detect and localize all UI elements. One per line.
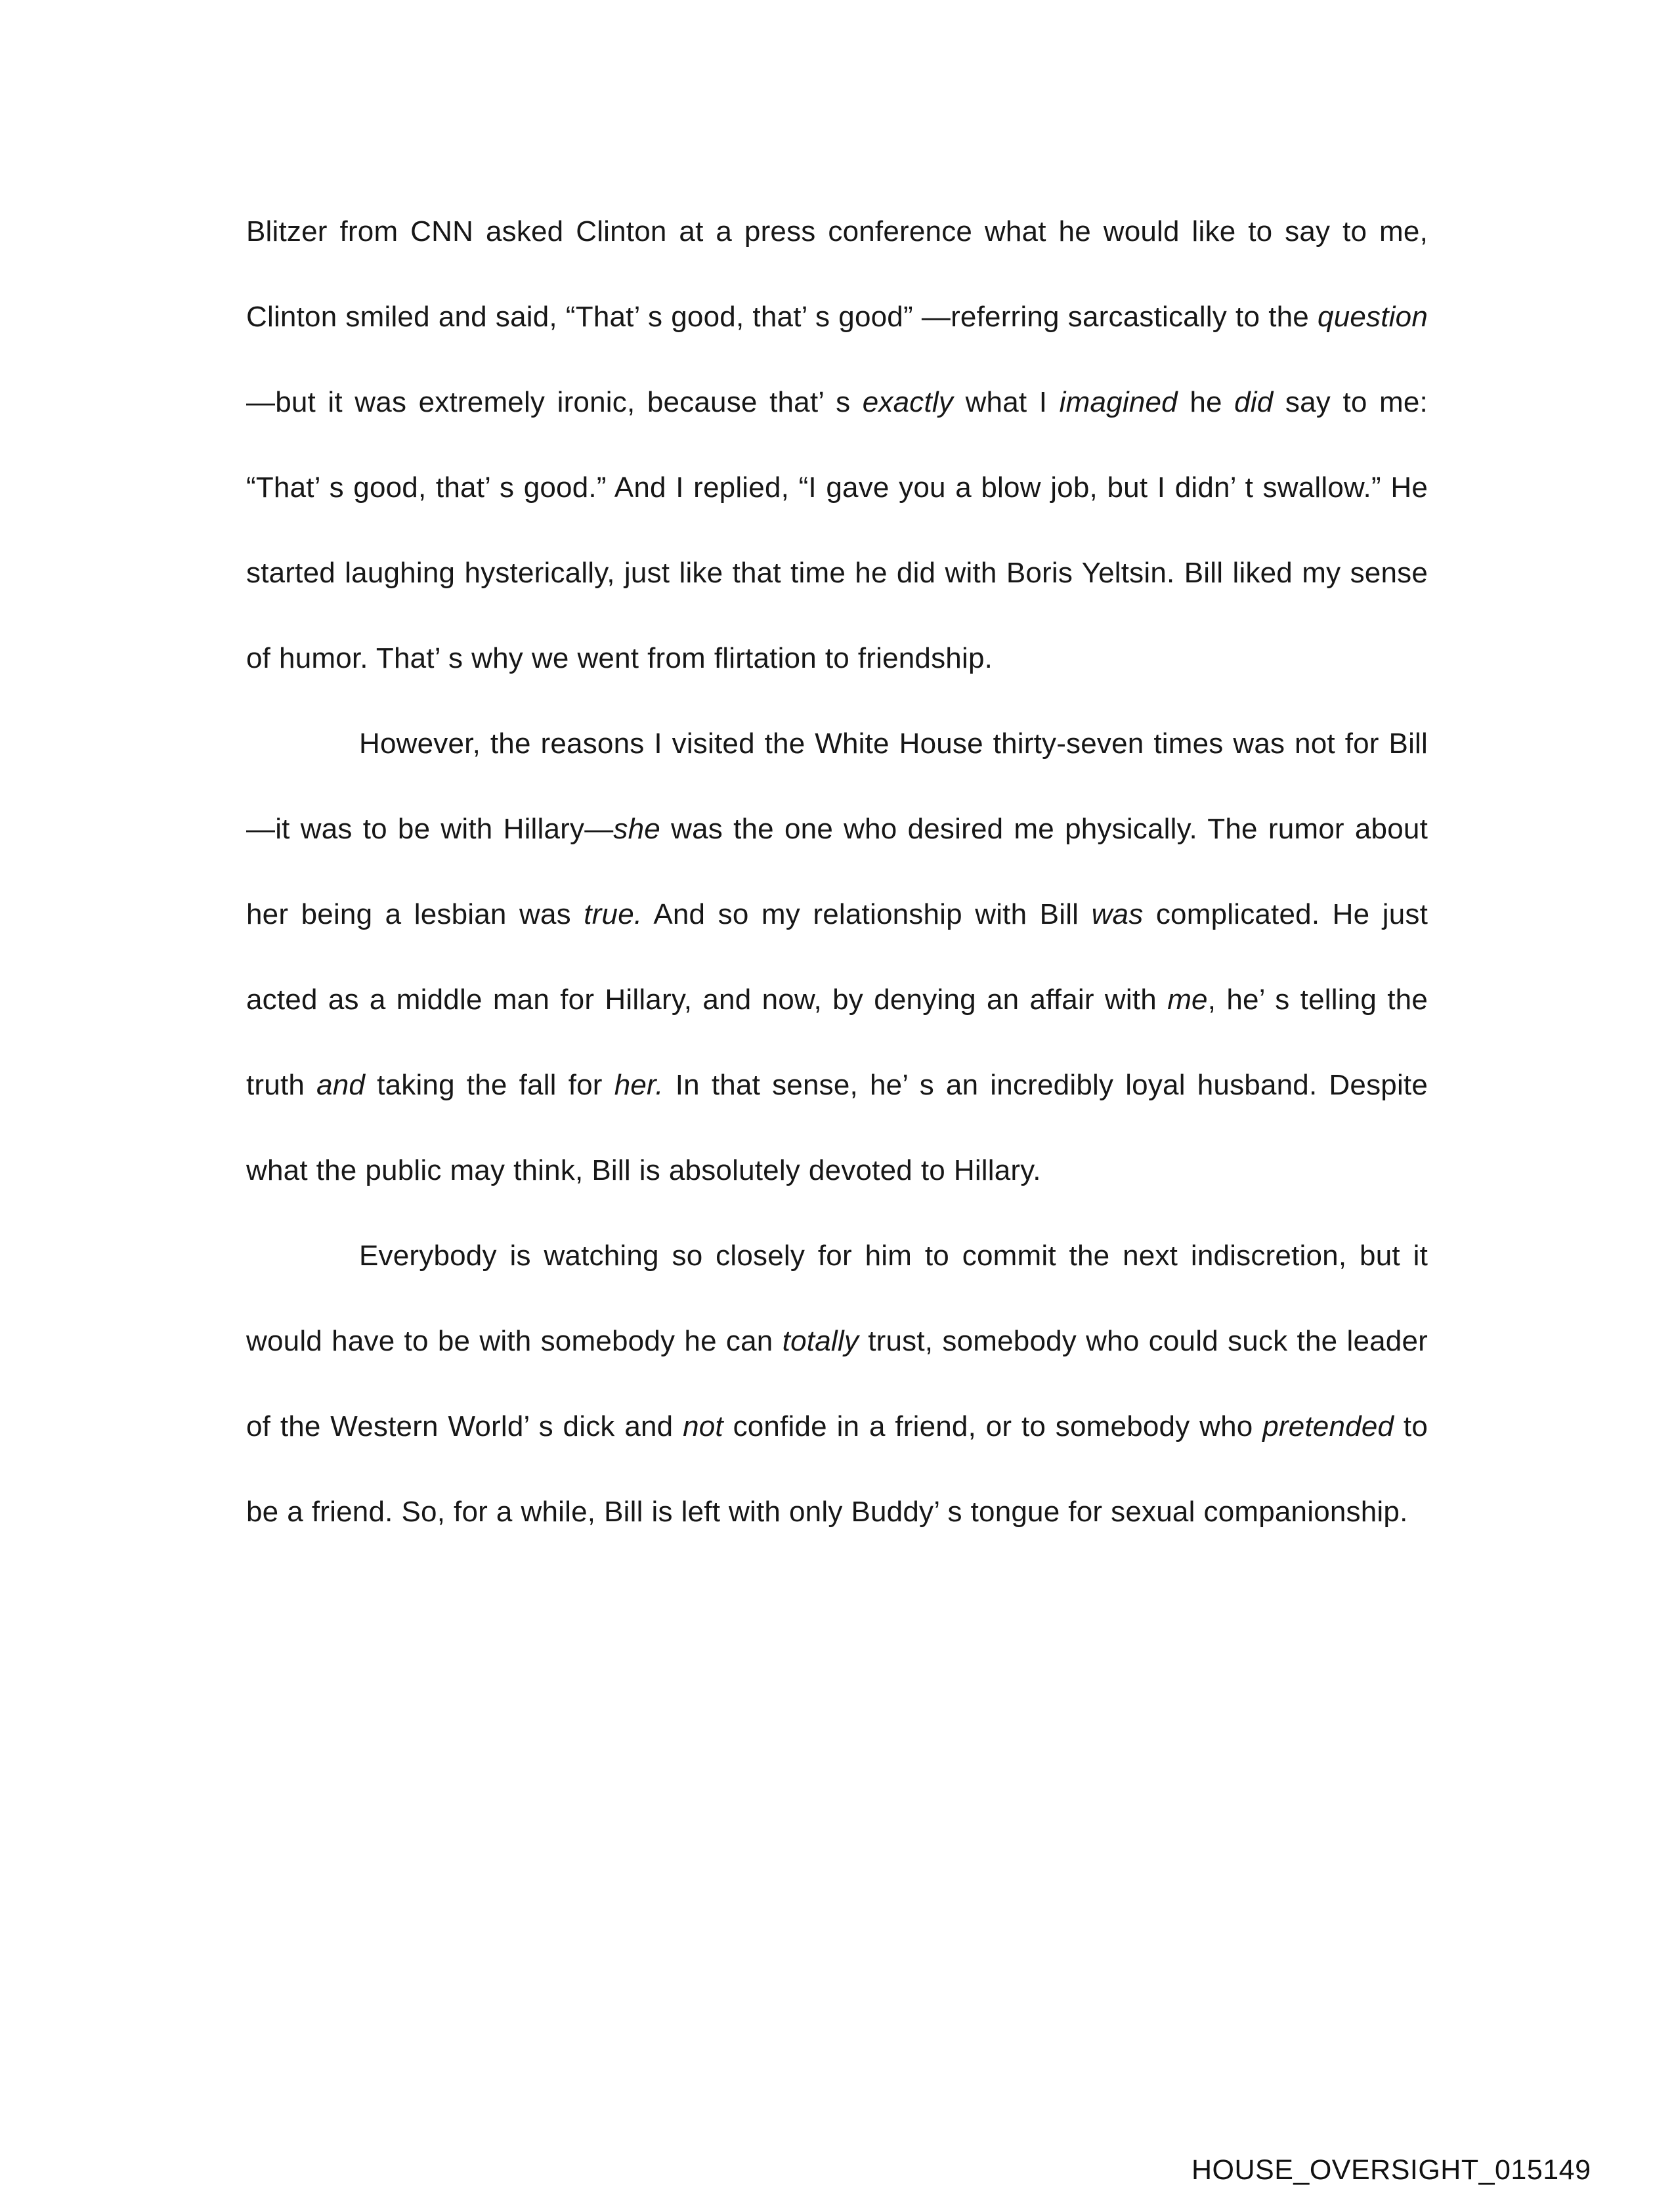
body-text: confide in a friend, or to somebody who — [733, 1410, 1263, 1442]
paragraph-2 — [246, 701, 1428, 1213]
body-text: was the one who desired me physically. The rumor about her being a lesbian was — [246, 813, 1428, 930]
body-text: —but it was extremely ironic, because that’ s — [246, 386, 863, 418]
body-text: Everybody is watching so closely for him to commit the next indiscretion, but it would have to be with somebody he can — [246, 1240, 1428, 1357]
body-text: trust, somebody who could suck the leader of the Western World’ s dick and — [246, 1325, 1428, 1442]
emphasis-text: she — [613, 813, 672, 845]
body-text: to be a friend. So, for a while, Bill is left with only Buddy’ s tongue for sexual companionship. — [246, 1410, 1428, 1528]
bates-stamp: HOUSE_OVERSIGHT_015149 — [1191, 2154, 1591, 2186]
body-text: , he’ s telling the truth — [246, 984, 1428, 1101]
emphasis-text: was — [1091, 898, 1156, 930]
body-text: say to me: “That’ s good, that’ s good.” And I replied, “I gave you a blow job, but I didn’ t swallow.” He started laughing hysterically, just like that time he did with Boris Yeltsin. Bill liked my sense of humor. That’ s why we went from flirtation to friendship. — [246, 386, 1428, 674]
emphasis-text: me — [1167, 984, 1208, 1016]
paragraph-1 — [246, 189, 1428, 701]
emphasis-text: totally — [782, 1325, 869, 1357]
body-text: Blitzer from CNN asked Clinton at a press conference what he would like to say to me, Clinton smiled and said, “That’ s good, that’ s good” —referring sarcastically to the — [246, 215, 1428, 333]
body-text: what I — [965, 386, 1060, 418]
emphasis-text: and — [316, 1069, 377, 1101]
emphasis-text: her. — [614, 1069, 664, 1101]
emphasis-text: true. — [584, 898, 643, 930]
body-text: And so my relationship with Bill — [642, 898, 1092, 930]
body-text: In that sense, he’ s an incredibly loyal husband. Despite what the public may think, Bill is absolutely devoted to Hillary. — [246, 1069, 1428, 1186]
document-body-text — [246, 189, 1428, 1555]
emphasis-text: exactly — [862, 386, 966, 418]
emphasis-text: did — [1234, 386, 1285, 418]
emphasis-text: not — [683, 1410, 733, 1442]
emphasis-text: pretended — [1262, 1410, 1404, 1442]
emphasis-text: imagined — [1059, 386, 1190, 418]
body-text: However, the reasons I visited the White House thirty-seven times was not for Bill—it was to be with Hillary— — [246, 727, 1428, 845]
body-text: complicated. He just acted as a middle man for Hillary, and now, by denying an affair with — [246, 898, 1428, 1016]
body-text: he — [1190, 386, 1235, 418]
emphasis-text: question — [1318, 301, 1428, 333]
body-text: taking the fall for — [377, 1069, 614, 1101]
paragraph-3 — [246, 1213, 1428, 1555]
